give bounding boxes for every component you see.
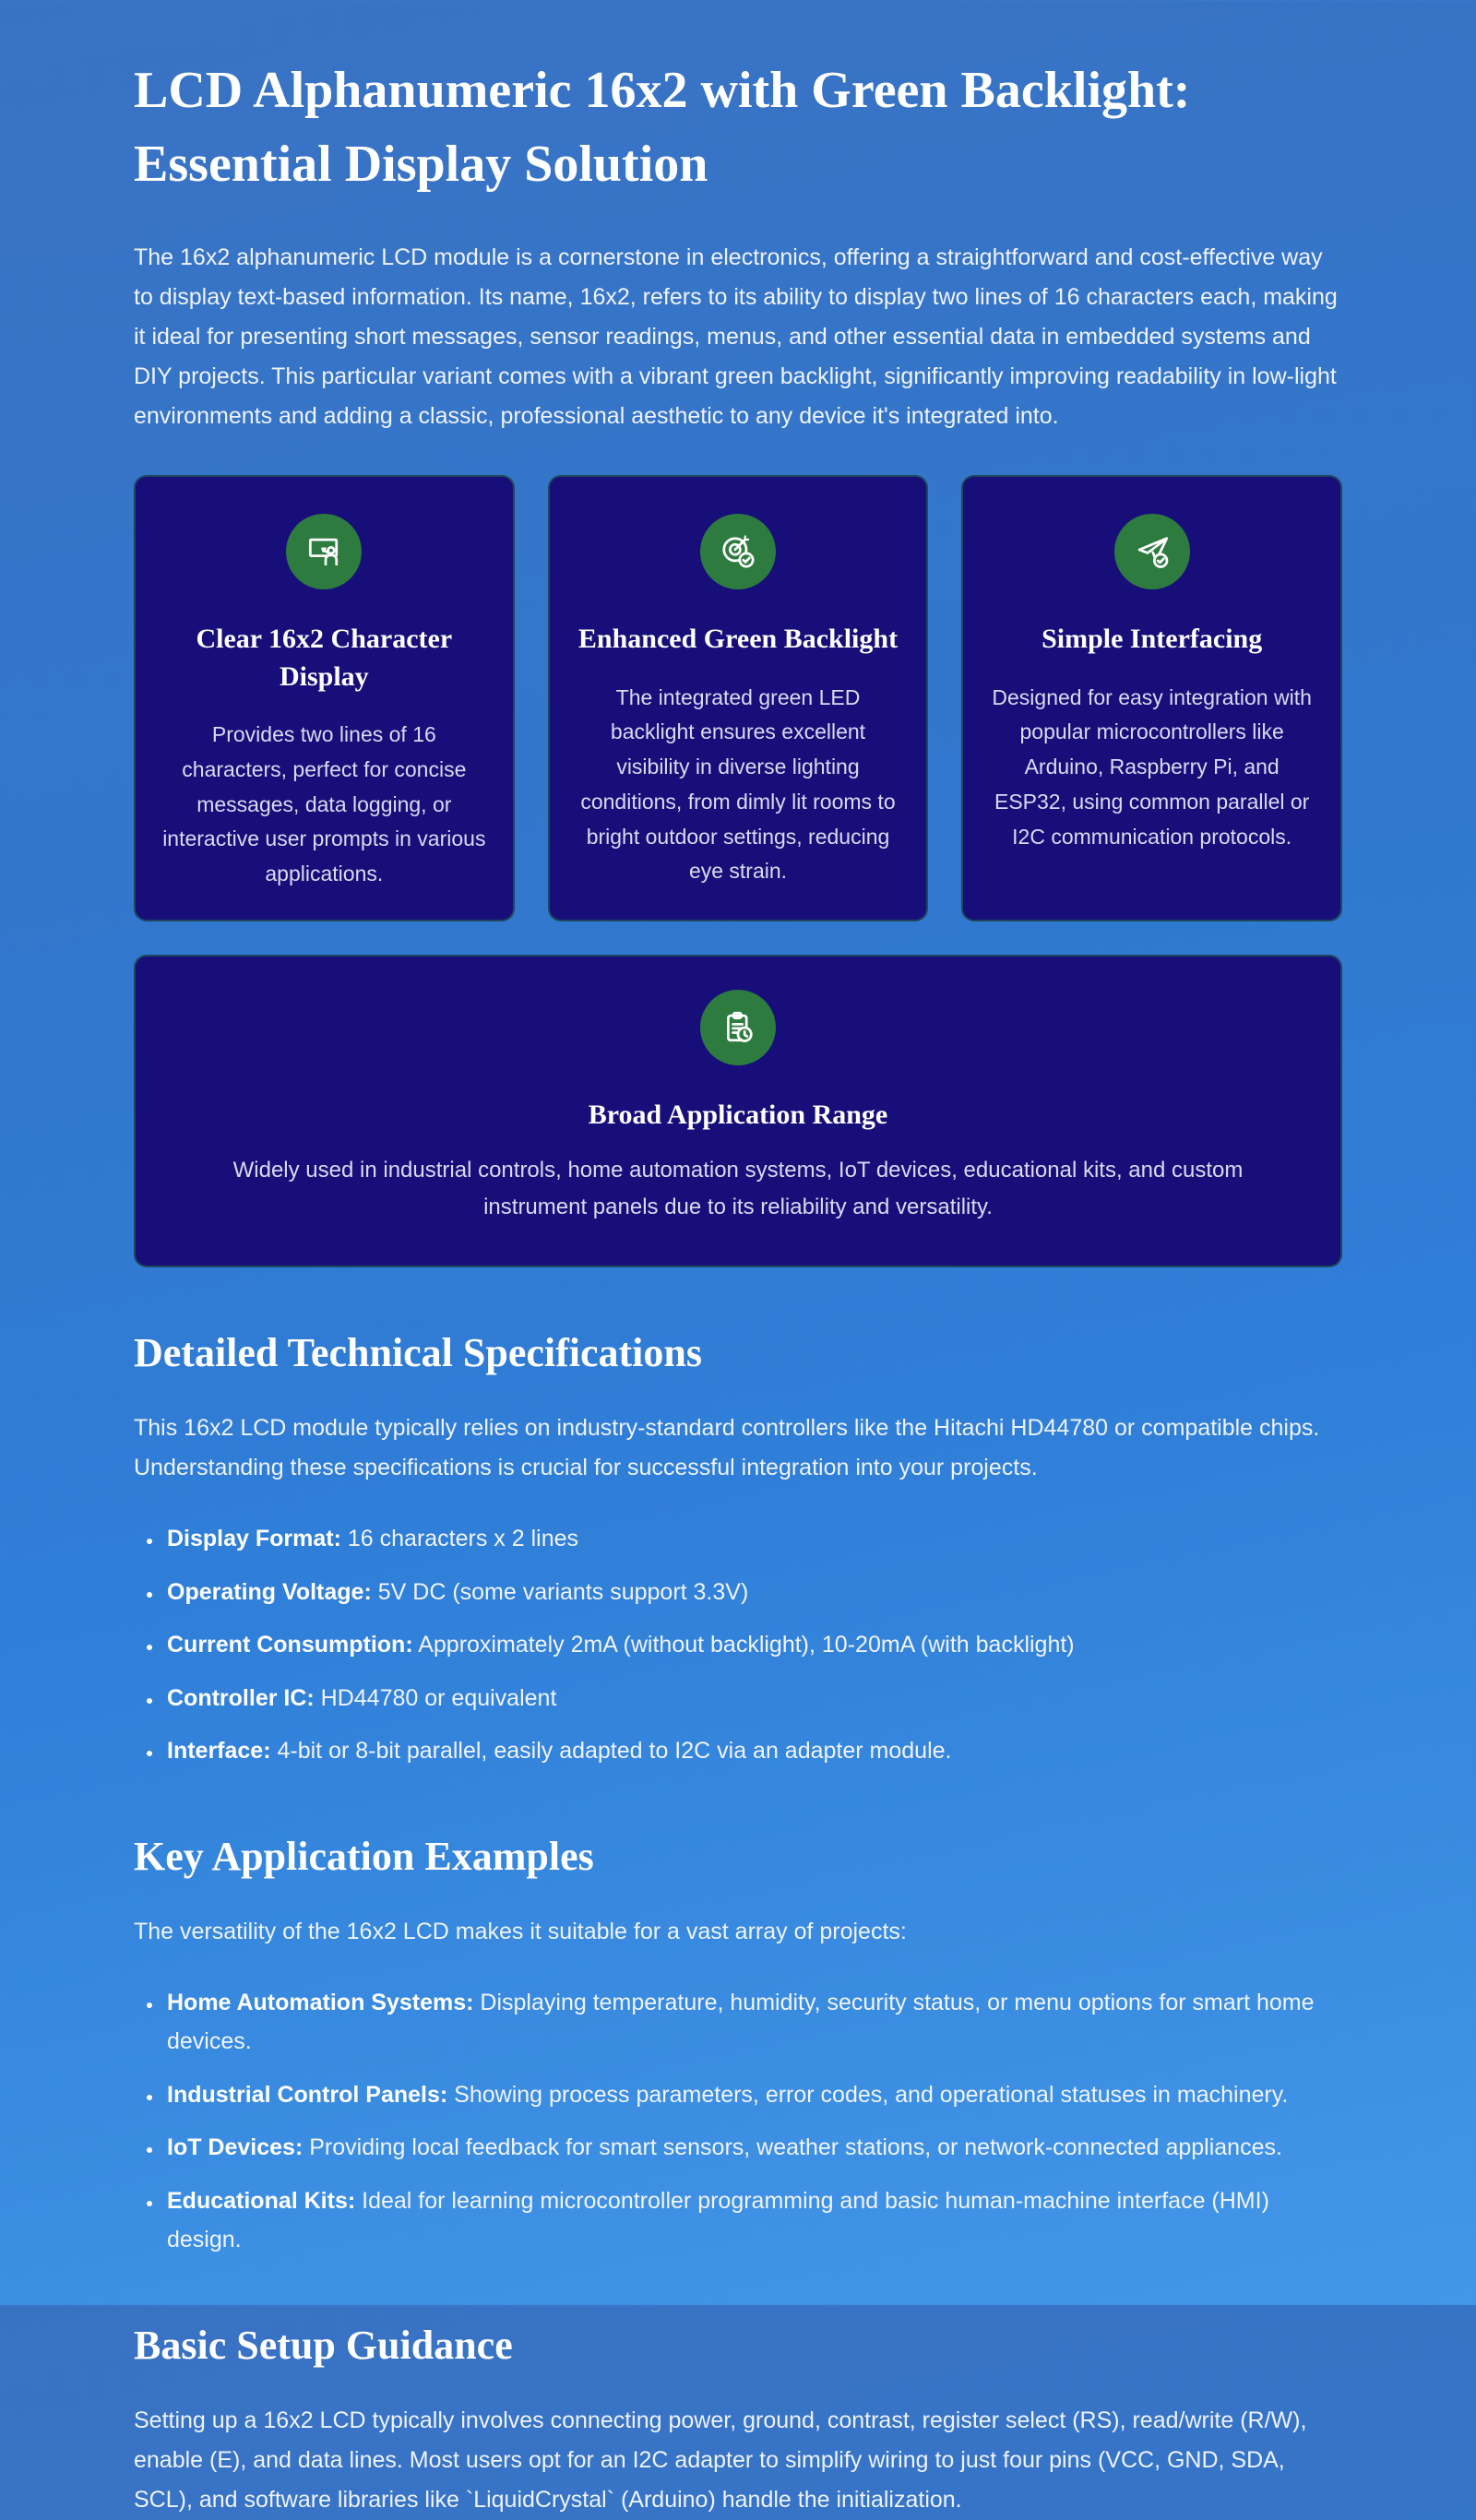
list-item-label: IoT Devices: (167, 2134, 304, 2161)
section-application-examples (134, 1830, 1342, 2260)
section-heading: Basic Setup Guidance (134, 2322, 513, 2368)
section-paragraph: This 16x2 LCD module typically relies on industry-standard controllers like the Hitachi HD44780 or compatible chips. Understanding these specifications is crucial for successful integration into your projects. (134, 1415, 1320, 1481)
section-heading: Detailed Technical Specifications (134, 1329, 702, 1375)
list-item-text: Showing process parameters, error codes, and operational statuses in machinery. (454, 2081, 1289, 2108)
article-container (134, 0, 1342, 2520)
list-item-label: Industrial Control Panels: (167, 2081, 448, 2108)
page-title: LCD Alphanumeric 16x2 with Green Backlight: Essential Display Solution (134, 62, 1191, 194)
list-item-label: Educational Kits: (167, 2187, 356, 2214)
list-item (163, 1679, 1342, 1718)
application-list (134, 1983, 1342, 2260)
feature-card-simple-interfacing (961, 475, 1342, 921)
list-item-text: Displaying temperature, humidity, security status, or menu options for smart home devices. (167, 1989, 1315, 2055)
list-item (163, 2181, 1342, 2260)
clipboard-clock-icon (718, 1007, 758, 1048)
list-item-label: Display Format: (167, 1526, 341, 1552)
list-item (163, 1519, 1342, 1559)
broad-application-body: Widely used in industrial controls, home automation systems, IoT devices, educational kits, and custom instrument panels due to its reliability and versatility. (232, 1158, 1244, 1219)
plane-check-icon (1132, 531, 1172, 572)
icon-circle (286, 514, 362, 589)
intro-paragraph: The 16x2 alphanumeric LCD module is a cornerstone in electronics, offering a straightforward and cost-effective way to display text-based information. Its name, 16x2, refers to its ability to display two lines of 16 characters each, making it ideal for presenting short messages, sensor readings, menus, and other essential data in embedded systems and DIY projects. This particular variant comes with a vibrant green backlight, significantly improving readability in low-light environments and adding a classic, professional aesthetic to any device it's integrated into. (134, 244, 1338, 430)
presentation-board-icon (304, 531, 344, 572)
list-item (163, 2075, 1342, 2115)
list-item (163, 1731, 1342, 1771)
list-item-label: Operating Voltage: (167, 1578, 372, 1605)
section-basic-setup (134, 2319, 1342, 2520)
broad-application-title: Broad Application Range (588, 1099, 888, 1130)
list-item-text: 16 characters x 2 lines (347, 1526, 579, 1552)
list-item (163, 1573, 1342, 1612)
icon-circle (700, 514, 776, 589)
feature-card-body: The integrated green LED backlight ensures excellent visibility in diverse lighting conditions, from dimly lit rooms to bright outdoor settings, reducing eye strain. (580, 684, 896, 884)
feature-card-title: Simple Interfacing (1042, 624, 1263, 655)
section-paragraph: The versatility of the 16x2 LCD makes it suitable for a vast array of projects: (134, 1918, 907, 1944)
feature-cards-row (134, 475, 1342, 921)
feature-card-title: Clear 16x2 Character Display (196, 624, 453, 692)
list-item-text: 4-bit or 8-bit parallel, easily adapted to I2C via an adapter module. (277, 1738, 952, 1765)
list-item (163, 1625, 1342, 1665)
list-item (163, 1983, 1342, 2062)
list-item-label: Home Automation Systems: (167, 1989, 474, 2015)
list-item-text: Providing local feedback for smart sensors, weather stations, or network-connected appliances. (309, 2134, 1282, 2161)
feature-card-body: Provides two lines of 16 characters, perfect for concise messages, data logging, or interactive user prompts in various applications. (162, 722, 486, 886)
icon-circle (700, 990, 776, 1065)
broad-application-card (134, 955, 1342, 1267)
list-item-text: HD44780 or equivalent (320, 1684, 557, 1711)
list-item-text: Approximately 2mA (without backlight), 10-20mA (with backlight) (418, 1632, 1075, 1658)
list-item-text: Ideal for learning microcontroller programming and basic human-machine interface (HMI) design. (167, 2187, 1269, 2253)
list-item-label: Controller IC: (167, 1684, 315, 1711)
feature-card-clear-display (134, 475, 515, 921)
list-item-label: Current Consumption: (167, 1632, 413, 1658)
list-item (163, 2128, 1342, 2168)
section-technical-specifications (134, 1326, 1342, 1771)
feature-card-body: Designed for easy integration with popular microcontrollers like Arduino, Raspberry Pi, and ESP32, using common parallel or I2C communication protocols. (992, 684, 1312, 849)
list-item-text: 5V DC (some variants support 3.3V) (377, 1578, 749, 1605)
target-check-icon (718, 531, 758, 572)
feature-card-green-backlight (548, 475, 929, 921)
icon-circle (1114, 514, 1190, 589)
spec-list (134, 1519, 1342, 1771)
list-item-label: Interface: (167, 1738, 271, 1765)
section-heading: Key Application Examples (134, 1833, 594, 1879)
section-paragraph: Setting up a 16x2 LCD typically involves connecting power, ground, contrast, register select (RS), read/write (R/W), enable (E), and data lines. Most users opt for an I2C adapter to simplify wiring to just four pins (VCC, GND, SDA, SCL), and software libraries like `LiquidCrystal` (Arduino) handle the initialization. (134, 2407, 1307, 2514)
feature-card-title: Enhanced Green Backlight (577, 624, 899, 655)
